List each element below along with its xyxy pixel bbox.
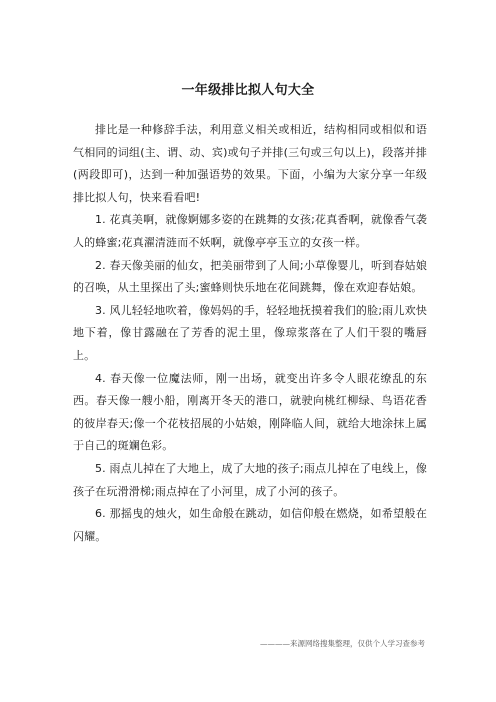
example-paragraph-2: 2. 春天像美丽的仙女，把美丽带到了人间;小草像婴儿，听到春姑娘的召唤，从土里探出了头;蜜蜂则快乐地在花间跳舞，像在欢迎春姑娘。 xyxy=(73,258,427,295)
example-paragraph-1: 1. 花真美啊，就像婀娜多姿的在跳舞的女孩;花真香啊，就像香气袭人的蜂蜜;花真濯清涟而不妖啊，就像亭亭玉立的女孩一样。 xyxy=(73,213,427,249)
example-paragraph-6: 6. 那摇曳的烛火，如生命般在跳动，如信仰般在燃烧，如希望般在闪耀。 xyxy=(73,507,427,543)
intro-paragraph: 排比是一种修辞手法，利用意义相关或相近，结构相同或相似和语气相同的词组(主、谓、动、宾)或句子并排(三句或三句以上)，段落并排(两段即可)，达到一种加强语势的效果。下面，小编为大家分享一年级排比拟人句，快来看看吧! xyxy=(73,123,427,204)
example-paragraph-5: 5. 雨点儿掉在了大地上，成了大地的孩子;雨点儿掉在了电线上，像孩子在玩滑滑梯;雨点掉在了小河里，成了小河的孩子。 xyxy=(73,461,427,498)
document-body xyxy=(73,119,427,548)
document-title: 一年级排比拟人句大全 xyxy=(181,83,315,98)
example-paragraph-4: 4. 春天像一位魔法师，刚一出场，就变出许多令人眼花缭乱的东西。春天像一艘小船，刚离开冬天的港口，就驶向桃红柳绿、鸟语花香的彼岸春天;像一个花枝招展的小姑娘，刚降临人间，就给大地涂抹上属于自己的斑斓色彩。 xyxy=(73,371,427,453)
example-paragraph-3: 3. 风儿轻轻地吹着，像妈妈的手，轻轻地抚摸着我们的脸;雨儿欢快地下着，像甘露融在了芳香的泥土里，像琼浆落在了人们干裂的嘴唇上。 xyxy=(73,303,427,362)
source-footnote: ————来源网络搜集整理，仅供个人学习查参考 xyxy=(260,639,425,648)
